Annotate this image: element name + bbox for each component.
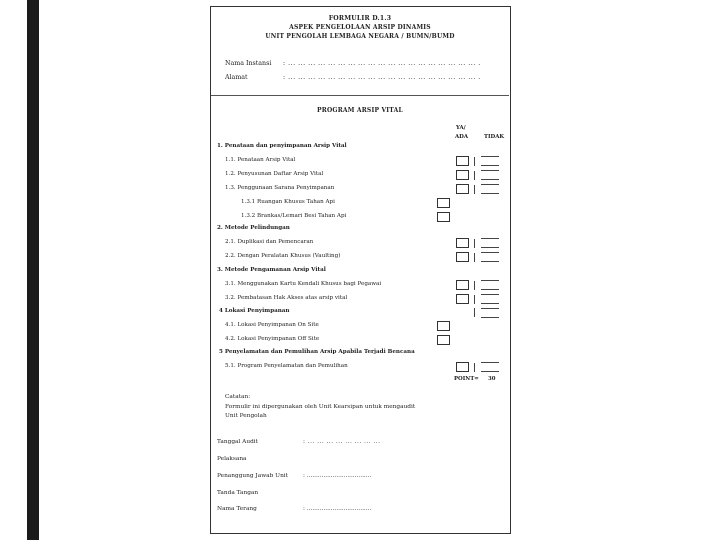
row-item-4-1: 4.1. Lokasi Penyimpanan On Site	[225, 322, 319, 328]
checkbox-4-2[interactable]	[437, 335, 450, 345]
row-item-2-1: 2.1. Duplikasi dan Pemencaran	[225, 239, 314, 245]
left-accent-bar	[27, 0, 39, 540]
column-separator	[474, 281, 475, 290]
field-label-instansi: Nama Instansi	[225, 60, 272, 67]
column-separator	[474, 157, 475, 166]
line	[481, 289, 499, 290]
column-separator	[474, 363, 475, 372]
checkbox-tidak-1-3[interactable]	[481, 184, 499, 185]
checkbox-tidak-1-2[interactable]	[481, 170, 499, 171]
audit-date-value[interactable]: : ... ... ... ... ... ... ... ...	[303, 439, 381, 445]
checkbox-tidak-5-1[interactable]	[481, 362, 499, 363]
checkbox-4-1[interactable]	[437, 321, 450, 331]
notes-line-2: Unit Pengolah	[225, 413, 267, 419]
row-section-4: 4 Lokasi Penyimpanan	[219, 308, 290, 314]
form-title: FORMULIR D.1.3	[328, 15, 392, 22]
checkbox-tidak-3-1[interactable]	[481, 280, 499, 281]
notes-title: Catatan:	[225, 394, 251, 400]
checkbox-tidak-1-1[interactable]	[481, 156, 499, 157]
line	[481, 193, 499, 194]
row-sub-1-3-2: 1.3.2 Brankas/Lemari Besi Tahan Api	[241, 213, 347, 219]
row-item-2-2: 2.2. Dengan Peralatan Khusus (Vaulting)	[225, 253, 341, 259]
column-separator	[474, 185, 475, 194]
full-name-value[interactable]: : ...................................	[303, 506, 372, 512]
form-unit-line: UNIT PENGOLAH LEMBAGA NEGARA / BUMN/BUMD	[265, 33, 455, 40]
checkbox-ya-3-1[interactable]	[456, 280, 469, 290]
column-header-ya: YA/	[456, 125, 466, 131]
section-title: PROGRAM ARSIP VITAL	[317, 107, 403, 114]
column-separator	[474, 295, 475, 304]
column-separator	[474, 308, 475, 317]
line	[481, 165, 499, 166]
line	[481, 317, 499, 318]
row-section-3: 3. Metode Pengamanan Arsip Vital	[217, 267, 326, 273]
column-separator	[474, 253, 475, 262]
full-name-label: Nama Terang	[217, 506, 257, 512]
line	[481, 179, 499, 180]
row-item-4-2: 4.2. Lokasi Penyimpanan Off Site	[225, 336, 320, 342]
checkbox-tidak-3-2[interactable]	[481, 294, 499, 295]
checkbox-1-3-1[interactable]	[437, 198, 450, 208]
checkbox-tidak-2-2[interactable]	[481, 252, 499, 253]
line	[481, 308, 499, 309]
point-value: 30	[488, 376, 496, 382]
form-document	[210, 6, 511, 534]
signature-label: Tanda Tangan	[217, 490, 259, 496]
checkbox-ya-3-2[interactable]	[456, 294, 469, 304]
line	[481, 247, 499, 248]
field-value-alamat[interactable]: : ... ... ... ... ... ... ... ... ... ... ... ... ... ... ... ... ... ... ... .	[283, 74, 481, 81]
row-section-2: 2. Metode Pelindungan	[217, 225, 290, 231]
executor-label: Pelaksana	[217, 456, 247, 462]
divider	[211, 95, 509, 96]
column-separator	[474, 171, 475, 180]
checkbox-ya-1-1[interactable]	[456, 156, 469, 166]
checkbox-ya-2-2[interactable]	[456, 252, 469, 262]
checkbox-ya-5-1[interactable]	[456, 362, 469, 372]
form-subtitle: ASPEK PENGELOLAAN ARSIP DINAMIS	[289, 24, 431, 31]
point-label: POINT=	[454, 376, 479, 382]
field-value-instansi[interactable]: : ... ... ... ... ... ... ... ... ... ... ... ... ... ... ... ... ... ... ... .	[283, 60, 481, 67]
row-section-5: 5 Penyelamatan dan Pemulihan Arsip Apabila Terjadi Bencana	[219, 349, 415, 355]
checkbox-tidak-2-1[interactable]	[481, 238, 499, 239]
column-header-tidak: TIDAK	[484, 134, 505, 140]
line	[481, 371, 499, 372]
row-item-1-3: 1.3. Penggunaan Sarana Penyimpanan	[225, 185, 335, 191]
checkbox-1-3-2[interactable]	[437, 212, 450, 222]
row-sub-1-3-1: 1.3.1 Ruangan Khusus Tahan Api	[241, 199, 335, 205]
checkbox-ya-2-1[interactable]	[456, 238, 469, 248]
audit-date-label: Tanggal Audit	[217, 439, 258, 445]
column-separator	[474, 239, 475, 248]
line	[481, 303, 499, 304]
row-item-1-2: 1.2. Penyusunan Daftar Arsip Vital	[225, 171, 324, 177]
notes-line-1: Formulir ini dipergunakan oleh Unit Kearsipan untuk mengaudit	[225, 404, 416, 410]
checkbox-ya-1-2[interactable]	[456, 170, 469, 180]
unit-pic-label: Penanggung Jawab Unit	[217, 473, 288, 479]
checkbox-ya-1-3[interactable]	[456, 184, 469, 194]
row-item-1-1: 1.1. Penataan Arsip Vital	[225, 157, 296, 163]
unit-pic-value[interactable]: : ...................................	[303, 473, 372, 479]
row-item-3-1: 3.1. Menggunakan Kartu Kendali Khusus bagi Pegawai	[225, 281, 382, 287]
line	[481, 261, 499, 262]
row-section-1: 1. Penataan dan penyimpanan Arsip Vital	[217, 143, 347, 149]
row-item-5-1: 5.1. Program Penyelamatan dan Pemulihan	[225, 363, 348, 369]
field-label-alamat: Alamat	[225, 74, 248, 81]
column-header-ada: ADA	[455, 134, 469, 140]
row-item-3-2: 3.2. Pembatasan Hak Akses atas arsip vital	[225, 295, 348, 301]
